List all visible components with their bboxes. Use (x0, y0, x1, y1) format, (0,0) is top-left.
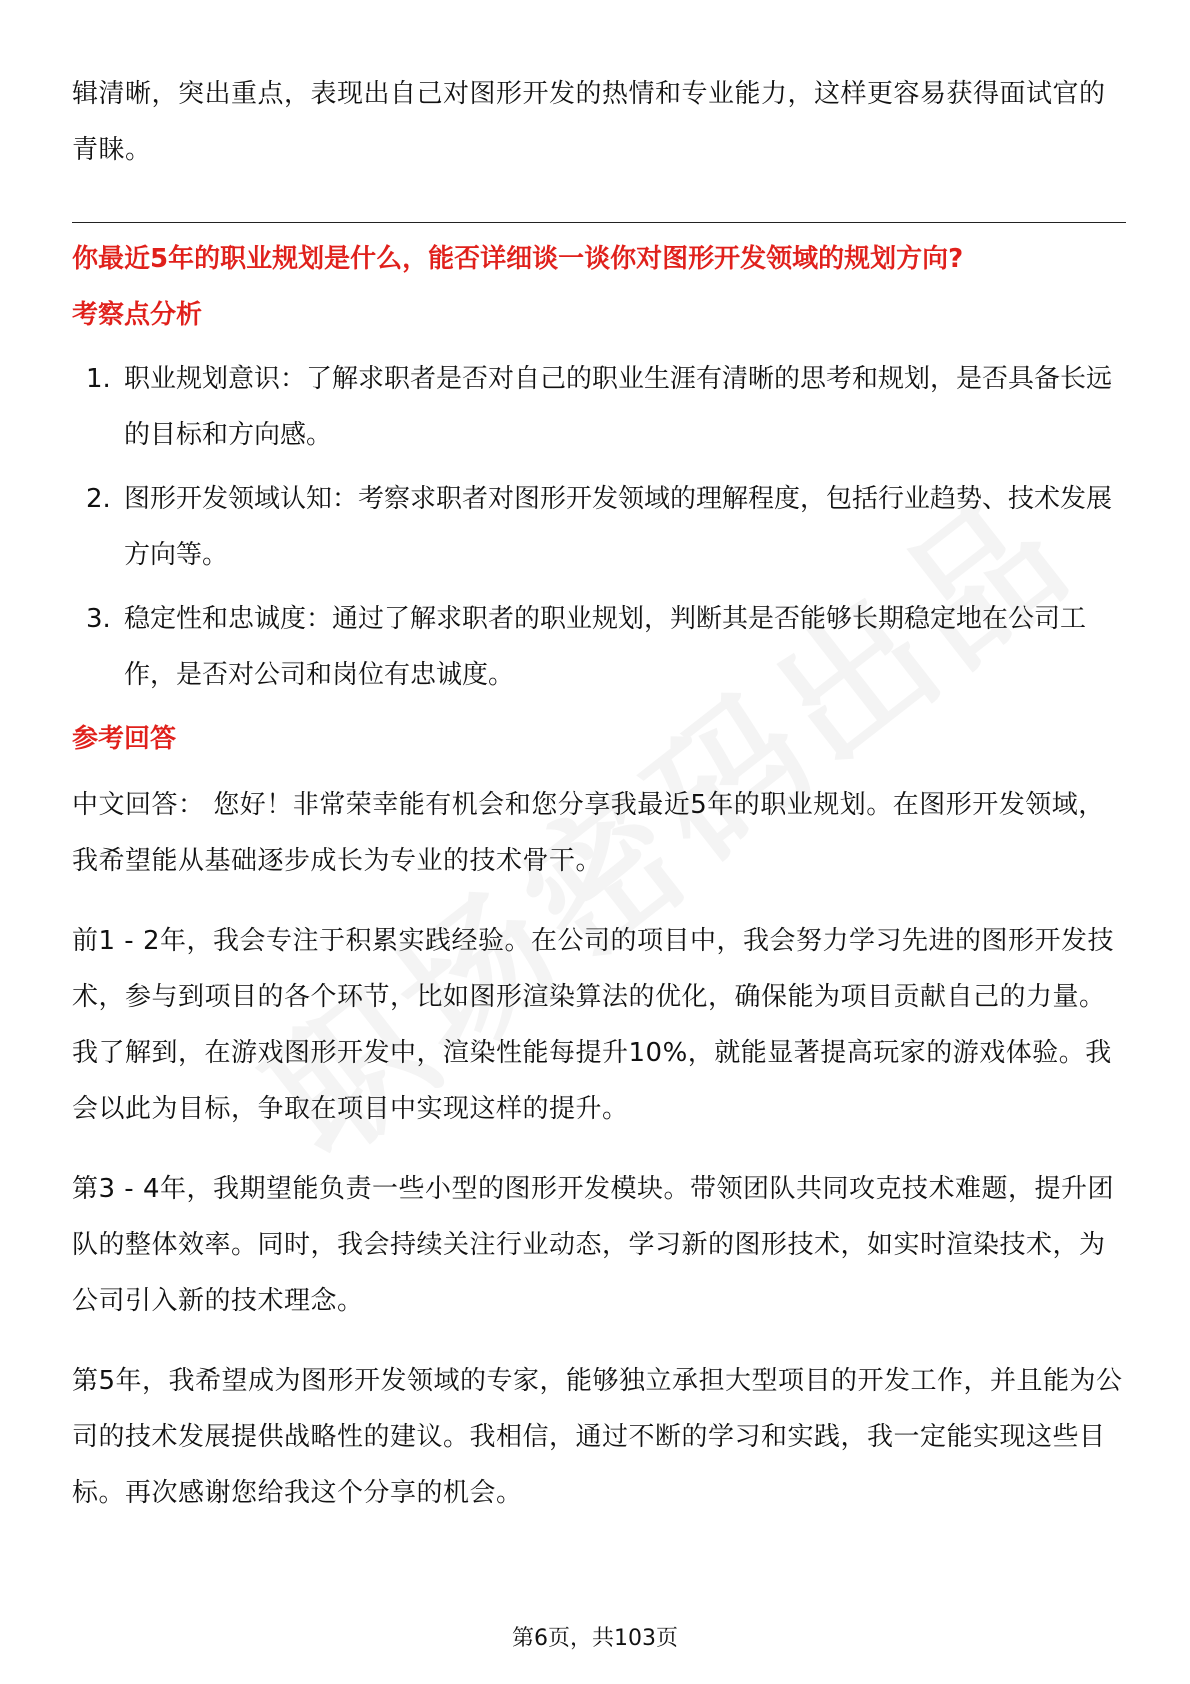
reference-heading: 参考回答 (72, 724, 177, 754)
page-content (72, 66, 1126, 1545)
list-number: 3. (86, 604, 111, 634)
analysis-item-text: 职业规划意识：了解求职者是否对自己的职业生涯有清晰的思考和规划，是否具备长远的目标和方向感。 (124, 364, 1113, 450)
analysis-item-text: 稳定性和忠诚度：通过了解求职者的职业规划，判断其是否能够长期稳定地在公司工作，是否对公司和岗位有忠诚度。 (124, 604, 1087, 690)
analysis-item-text: 图形开发领域认知：考察求职者对图形开发领域的理解程度，包括行业趋势、技术发展方向等。 (124, 484, 1113, 570)
analysis-list (72, 351, 1126, 703)
answer-paragraph: 第5年，我希望成为图形开发领域的专家，能够独立承担大型项目的开发工作，并且能为公司的技术发展提供战略性的建议。我相信，通过不断的学习和实践，我一定能实现这些目标。再次感谢您给我这个分享的机会。 (72, 1366, 1123, 1508)
page-footer: 第6页，共103页 (512, 1626, 678, 1651)
analysis-item (72, 351, 1126, 463)
answer-paragraph: 前1 - 2年，我会专注于积累实践经验。在公司的项目中，我会努力学习先进的图形开发技术，参与到项目的各个环节，比如图形渲染算法的优化，确保能为项目贡献自己的力量。我了解到，在游戏图形开发中，渲染性能每提升10%，就能显著提高玩家的游戏体验。我会以此为目标，争取在项目中实现这样的提升。 (72, 926, 1114, 1124)
section-divider (72, 222, 1126, 223)
answer-paragraph: 中文回答： 您好！非常荣幸能有机会和您分享我最近5年的职业规划。在图形开发领域，我希望能从基础逐步成长为专业的技术骨干。 (72, 790, 1105, 876)
analysis-item (72, 591, 1126, 703)
question-title: 你最近5年的职业规划是什么，能否详细谈一谈你对图形开发领域的规划方向? (72, 244, 964, 274)
analysis-item (72, 471, 1126, 583)
list-number: 1. (86, 364, 111, 394)
analysis-heading: 考察点分析 (72, 300, 203, 330)
answer-paragraph: 第3 - 4年，我期望能负责一些小型的图形开发模块。带领团队共同攻克技术难题，提升团队的整体效率。同时，我会持续关注行业动态，学习新的图形技术，如实时渲染技术，为公司引入新的技术理念。 (72, 1174, 1114, 1316)
intro-paragraph: 辑清晰，突出重点，表现出自己对图形开发的热情和专业能力，这样更容易获得面试官的青睐。 (72, 79, 1106, 165)
answer-block (72, 777, 1126, 1521)
list-number: 2. (86, 484, 111, 514)
